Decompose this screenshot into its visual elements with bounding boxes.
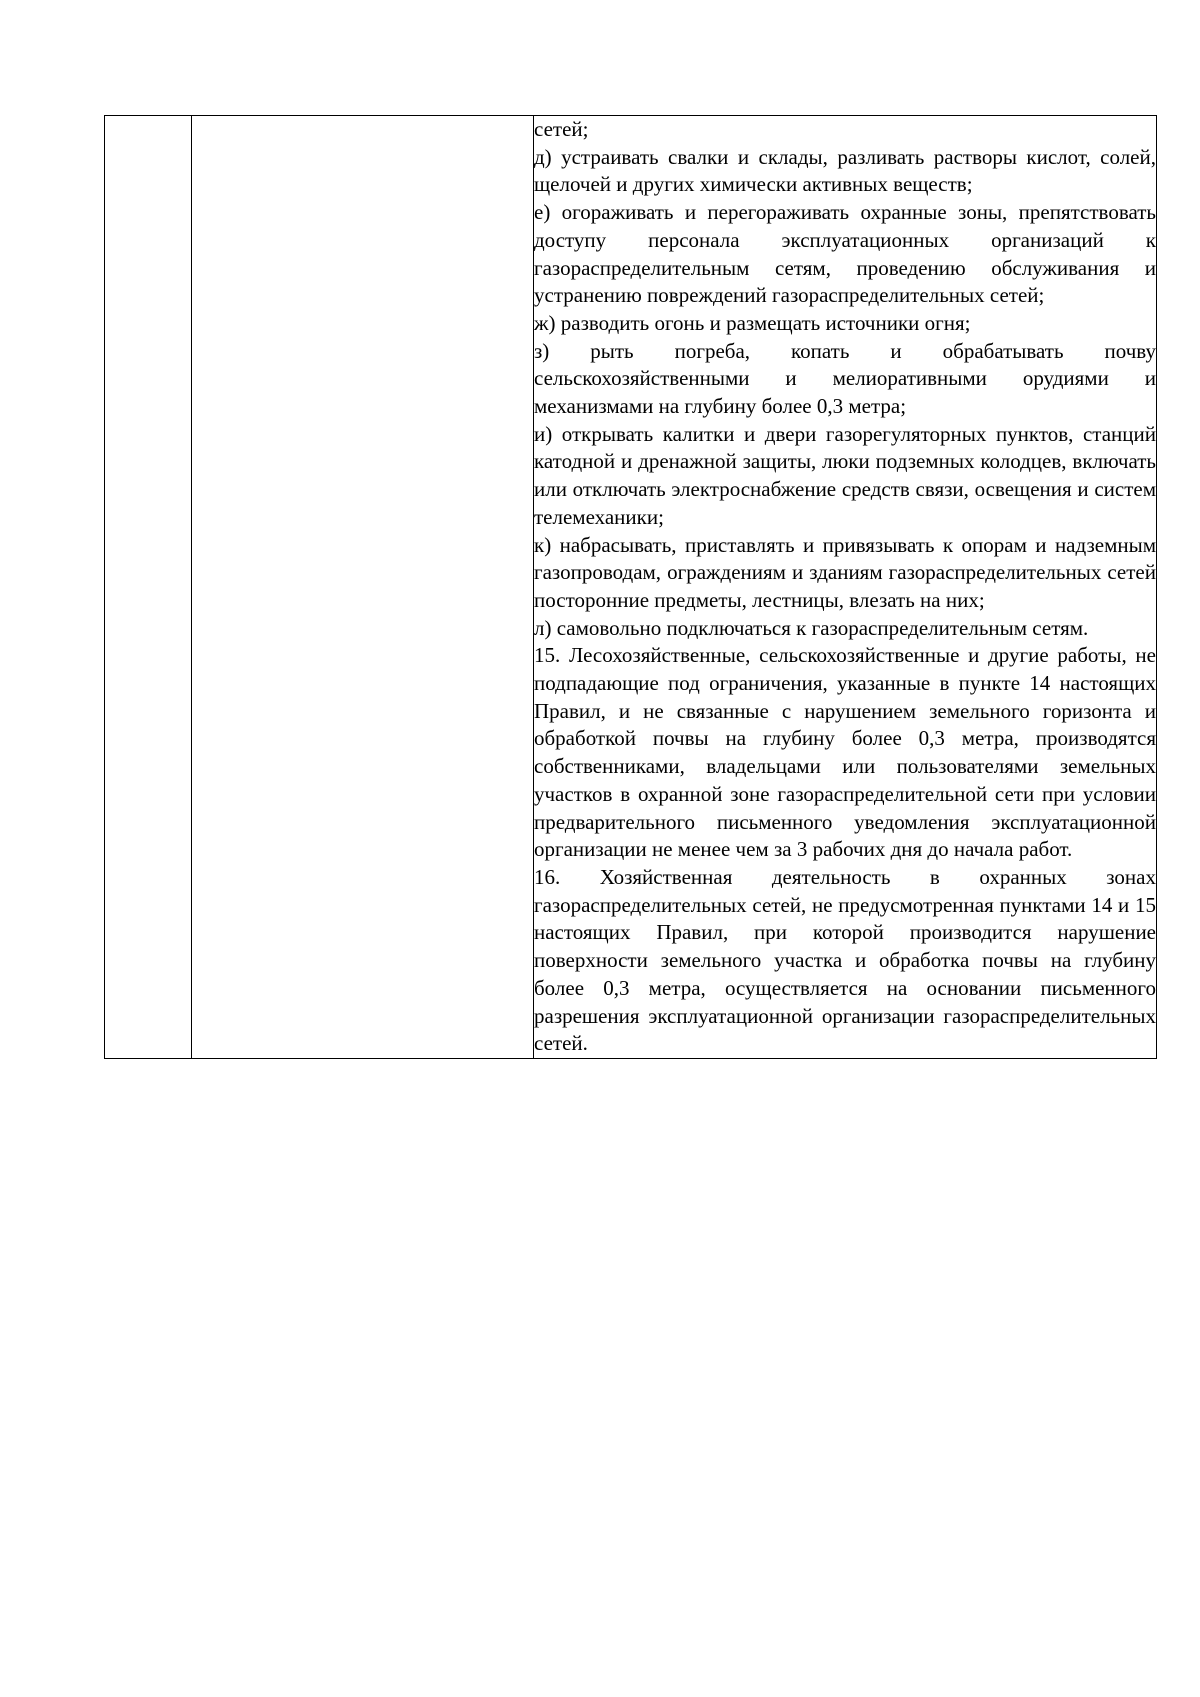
paragraph: з) рыть погреба, копать и обрабатывать почву сельскохозяйственными и мелиоративными орудиями и механизмами на глубину более 0,3 метра;: [534, 338, 1156, 419]
table-cell-name: [192, 116, 534, 1059]
paragraph: 16. Хозяйственная деятельность в охранных зонах газораспределительных сетей, не предусмотренная пунктами 14 и 15 настоящих Правил, при которой производится нарушение поверхности земельного участка и обработка почвы на глубину более 0,3 метра, осуществляется на основании письменного разрешения эксплуатационной организации газораспределительных сетей.: [534, 864, 1156, 1056]
paragraph: и) открывать калитки и двери газорегуляторных пунктов, станций катодной и дренажной защиты, люки подземных колодцев, включать или отключать электроснабжение средств связи, освещения и систем телемеханики;: [534, 421, 1156, 529]
paragraph: л) самовольно подключаться к газораспределительным сетям.: [534, 615, 1089, 640]
paragraph: е) огораживать и перегораживать охранные зоны, препятствовать доступу персонала эксплуатационных организаций к газораспределительным сетям, проведению обслуживания и устранению повреждений газораспределительных сетей;: [534, 200, 1156, 308]
table-row: [105, 116, 1157, 1059]
paragraph: ж) разводить огонь и размещать источники огня;: [534, 310, 971, 335]
table-cell-number: [105, 116, 192, 1059]
paragraph: д) устраивать свалки и склады, разливать растворы кислот, солей, щелочей и других химически активных веществ;: [534, 144, 1156, 197]
paragraph: к) набрасывать, приставлять и привязывать к опорам и надземным газопроводам, ограждениям и зданиям газораспределительных сетей посторонние предметы, лестницы, влезать на них;: [534, 532, 1156, 612]
document-table: [104, 115, 1157, 1059]
paragraph: 15. Лесохозяйственные, сельскохозяйственные и другие работы, не подпадающие под ограничения, указанные в пункте 14 настоящих Правил, и не связанные с нарушением земельного горизонта и обработкой почвы на глубину более 0,3 метра, производятся собственниками, владельцами или пользователями земельных участков в охранной зоне газораспределительной сети при условии предварительного письменного уведомления эксплуатационной организации не менее чем за 3 рабочих дня до начала работ.: [534, 643, 1156, 862]
paragraph: сетей;: [534, 117, 589, 141]
table-cell-text: [534, 116, 1157, 1059]
